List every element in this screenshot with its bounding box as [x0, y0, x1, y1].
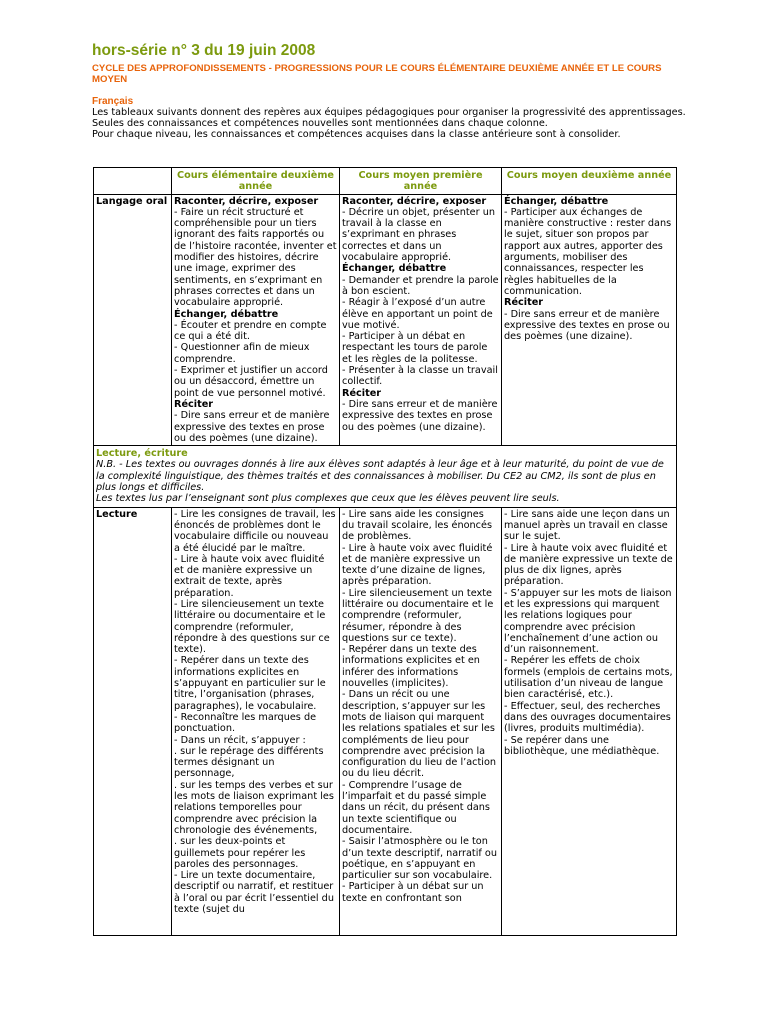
list-item: - Questionner afin de mieux comprendre. [174, 342, 310, 365]
list-item: - Reconnaître les marques de ponctuation. [174, 711, 317, 735]
list-item: - Réagir à l’exposé d’un autre élève en apportant un point de vue motivé. [342, 297, 493, 331]
list-item: - Lire sans aide une leçon dans un manuel après un travail en classe sur le sujet. [504, 508, 670, 543]
row-label-lecture: Lecture [94, 507, 172, 935]
list-item: - Demander et prendre la parole à bon escient. [342, 274, 499, 297]
list-item: - Lire silencieusement un texte littéraire ou documentaire et le comprendre (reformuler, résumer, répondre à des questions sur ce texte). [342, 587, 494, 644]
list-item: - Décrire un objet, présenter un travail à la classe en s’exprimant en phrases correctes et dans un vocabulaire approprié. [342, 206, 495, 264]
list-item: - Lire silencieusement un texte littéraire ou documentaire et le comprendre (reformuler, répondre à des questions sur ce texte). [174, 598, 330, 656]
intro-paragraph: Les tableaux suivants donnent des repères aux équipes pédagogiques pour organiser la progressivité des apprentissages. [92, 107, 686, 118]
subheading: Réciter [174, 398, 214, 410]
list-item: - Dire sans erreur et de manière expressive des textes en prose ou des poèmes (une dizaine). [342, 398, 498, 433]
list-item: - Repérer dans un texte des informations explicites et en inférer des informations nouvelles (implicites). [342, 644, 480, 690]
table-row-lecture [94, 507, 677, 935]
list-item: - Participer à un débat en respectant les tours de parole et les règles de la politesse. [342, 331, 488, 365]
subheading: Raconter, décrire, exposer [342, 195, 487, 207]
list-item: - Saisir l’atmosphère ou le ton d’un texte descriptif, narratif ou poétique, en s’appuyant en particulier sur son vocabulaire. [342, 836, 497, 882]
list-item: - Dans un récit ou une description, s’appuyer sur les mots de liaison qui marquent les relations spatiales et sur les compléments de lieu pour comprendre avec précision la configuration du lieu de l’action ou du lieu décrit. [342, 689, 497, 780]
table-header-row [94, 168, 677, 195]
subheading: Échanger, débattre [342, 263, 447, 275]
list-item: . sur les deux-points et guillemets pour repérer les paroles des personnages. [174, 836, 306, 870]
cell-langage-oral-ce2 [172, 194, 340, 446]
lecture-ecriture-heading: Lecture, écriture [96, 448, 188, 460]
list-item: - Se repérer dans une bibliothèque, une médiathèque. [504, 734, 660, 757]
list-item: - Dans un récit, s’appuyer : [174, 734, 306, 746]
intro-text [92, 107, 692, 141]
list-item: - Effectuer, seul, des recherches dans des ouvrages documentaires (livres, produits multimédia). [504, 700, 671, 735]
lecture-ecriture-note: N.B. - Les textes ou ouvrages donnés à lire aux élèves sont adaptés à leur âge et à leur maturité, du point de vue de la complexité linguistique, des thèmes traités et des connaissances à mobiliser. Du CE2 au CM2, ils sont de plus en plus longs et difficiles. [96, 459, 664, 494]
list-item: - Lire à haute voix avec fluidité et de manière expressive un texte de plus de dix lignes, après préparation. [504, 542, 673, 588]
list-item: . sur le repérage des différents termes désignant un personnage, [174, 745, 324, 780]
list-item: - Repérer dans un texte des informations explicites en s’appuyant en particulier sur le titre, l’organisation (phrases, paragraphes), le vocabulaire. [174, 655, 326, 712]
page-title: hors-série n° 3 du 19 juin 2008 [92, 42, 316, 59]
list-item: - Lire à haute voix avec fluidité et de manière expressive un texte d’une dizaine de lignes, après préparation. [342, 542, 493, 588]
cell-lecture-cm2 [502, 507, 677, 935]
lecture-ecriture-note: Les textes lus par l’enseignant sont plus complexes que ceux que les élèves peuvent lire seuls. [96, 493, 560, 505]
intro-paragraph: Pour chaque niveau, les connaissances et compétences acquises dans la classe antérieure sont à consolider. [92, 129, 621, 141]
list-item: - Dire sans erreur et de manière expressive des textes en prose ou des poèmes (une dizaine). [174, 410, 330, 444]
subheading: Échanger, débattre [504, 195, 609, 207]
lecture-ecriture-note-cell [94, 446, 677, 507]
table-row-lecture-ecriture [94, 446, 677, 507]
progression-table [93, 167, 677, 936]
list-item: - Présenter à la classe un travail collectif. [342, 365, 498, 388]
page-subtitle: CYCLE DES APPROFONDISSEMENTS - PROGRESSIONS POUR LE COURS ÉLÉMENTAIRE DEUXIÈME ANNÉE ET LE COURS MOYEN [92, 63, 662, 85]
list-item: - Lire les consignes de travail, les énoncés de problèmes dont le vocabulaire difficile ou nouveau a été élucidé par le maître. [174, 508, 336, 554]
cell-langage-oral-cm1 [340, 194, 502, 446]
list-item: - Comprendre l’usage de l’imparfait et du passé simple dans un récit, du présent dans un texte scientifique ou documentaire. [342, 779, 490, 836]
list-item: - Lire à haute voix avec fluidité et de manière expressive un extrait de texte, après préparation. [174, 553, 325, 599]
column-header-cm1: Cours moyen première année [340, 168, 502, 195]
table-row-langage-oral [94, 194, 677, 446]
subheading: Échanger, débattre [174, 308, 279, 320]
column-header-ce2: Cours élémentaire deuxième année [172, 168, 340, 195]
subheading: Réciter [342, 387, 382, 399]
list-item: - Écouter et prendre en compte ce qui a été dit. [174, 319, 327, 343]
section-heading: Français [92, 96, 134, 107]
list-item: - Dire sans erreur et de manière expressive des textes en prose ou des poèmes (une dizaine). [504, 308, 670, 343]
cell-langage-oral-cm2 [502, 194, 677, 446]
subheading: Raconter, décrire, exposer [174, 195, 319, 207]
list-item: - Repérer les effets de choix formels (emplois de certains mots, utilisation d’un niveau de langue bien caractérisé, etc.). [504, 655, 673, 701]
list-item: - Lire un texte documentaire, descriptif ou narratif, et restituer à l’oral ou par écrit l’essentiel du texte (sujet du [174, 870, 334, 915]
list-item: . sur les temps des verbes et sur les mots de liaison exprimant les relations temporelles pour comprendre avec précision la chronologie des événements, [174, 779, 334, 836]
list-item: - Participer aux échanges de manière constructive : rester dans le sujet, situer son propos par rapport aux autres, apporter des arguments, mobiliser des connaissances, respecter les règles habituelles de la communication. [504, 206, 672, 297]
list-item: - S’appuyer sur les mots de liaison et les expressions qui marquent les relations logiques pour comprendre avec précision l’enchaînement d’une action ou d’un raisonnement. [504, 587, 672, 656]
list-item: - Faire un récit structuré et compréhensible pour un tiers ignorant des faits rapportés ou de l’histoire racontée, inventer et modifier des histoires, décrire une image, exprimer des sentiments, en s’exprimant en phrases correctes et dans un vocabulaire approprié. [174, 206, 337, 309]
row-label-langage-oral: Langage oral [94, 194, 172, 446]
intro-paragraph: Seules des connaissances et compétences nouvelles sont mentionnées dans chaque colonne. [92, 118, 548, 130]
cell-lecture-cm1 [340, 507, 502, 935]
subheading: Réciter [504, 297, 544, 309]
column-header-cm2: Cours moyen deuxième année [502, 168, 677, 195]
list-item: - Lire sans aide les consignes du travail scolaire, les énoncés de problèmes. [342, 508, 493, 543]
list-item: - Exprimer et justifier un accord ou un désaccord, émettre un point de vue personnel motivé. [174, 365, 328, 399]
cell-lecture-ce2 [172, 507, 340, 935]
list-item: - Participer à un débat sur un texte en confrontant son [342, 881, 484, 904]
header-empty-cell [94, 168, 172, 195]
